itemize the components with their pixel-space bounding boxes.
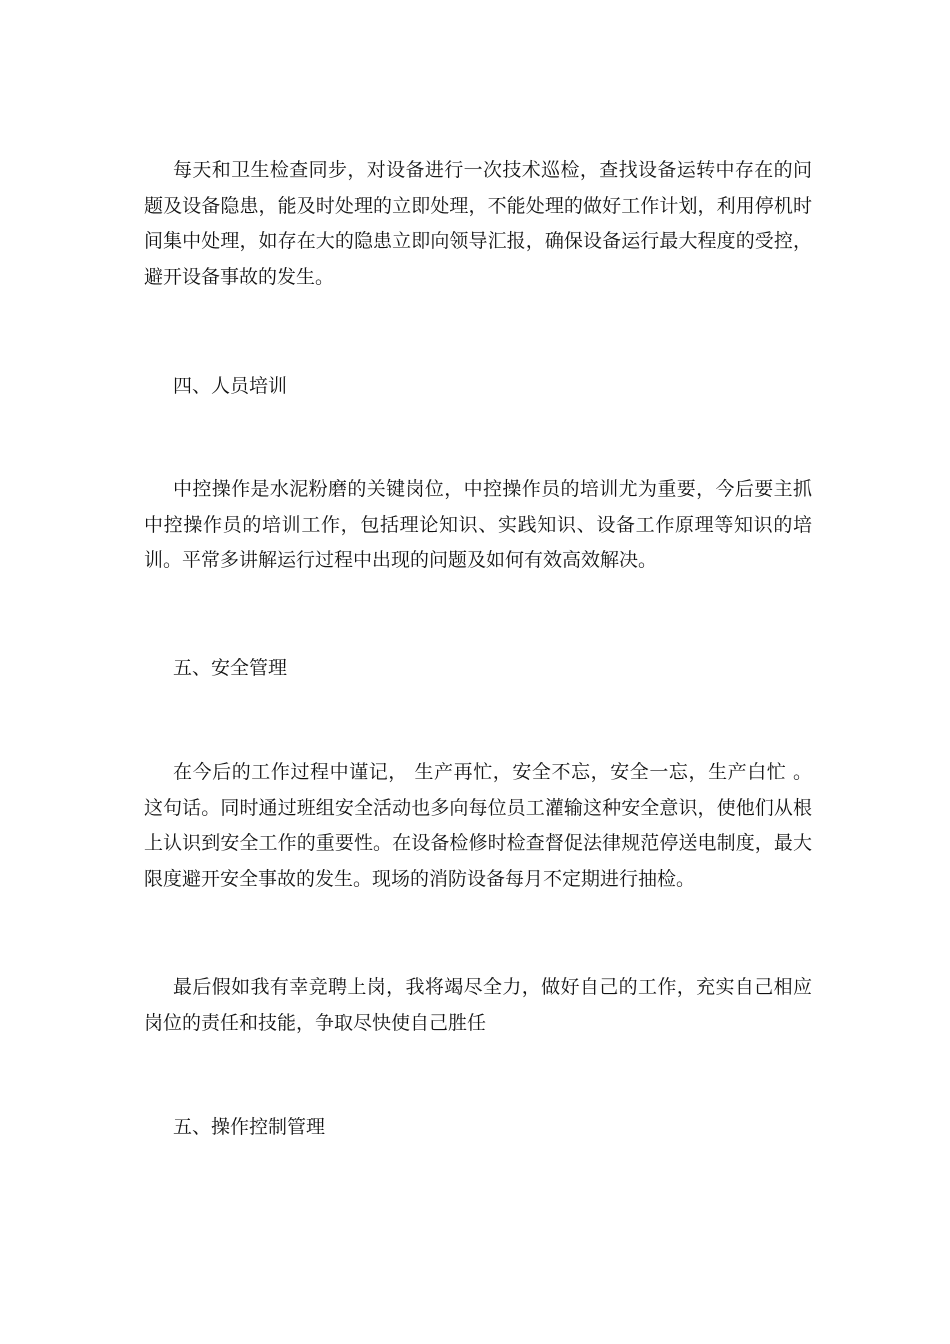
paragraph-equipment-inspection: 每天和卫生检查同步，对设备进行一次技术巡检，查找设备运转中存在的问题及设备隐患，能及时处理的立即处理，不能处理的做好工作计划，利用停机时间集中处理，如存在大的隐患立即向领导汇报，确保设备运行最大程度的受控，避开设备事故的发生。: [144, 159, 812, 288]
section-heading-safety-management: 五、安全管理: [173, 657, 288, 679]
section-heading-operation-control: 五、操作控制管理: [173, 1116, 326, 1138]
section-heading-personnel-training: 四、人员培训: [173, 375, 288, 397]
paragraph-operator-training: 中控操作是水泥粉磨的关键岗位，中控操作员的培训尤为重要，今后要主抓中控操作员的培训工作，包括理论知识、实践知识、设备工作原理等知识的培训。平常多讲解运行过程中出现的问题及如何有效高效解决。: [144, 478, 812, 571]
paragraph-closing-statement: 最后假如我有幸竞聘上岗，我将竭尽全力，做好自己的工作，充实自己相应岗位的责任和技能，争取尽快使自己胜任: [144, 976, 812, 1034]
paragraph-safety-practices: 在今后的工作过程中谨记， 生产再忙，安全不忘，安全一忘，生产白忙 。这句话。同时通过班组安全活动也多向每位员工灌输这种安全意识，使他们从根上认识到安全工作的重要性。在设备检修时检查督促法律规范停送电制度，最大限度避开安全事故的发生。现场的消防设备每月不定期进行抽检。: [144, 761, 812, 890]
